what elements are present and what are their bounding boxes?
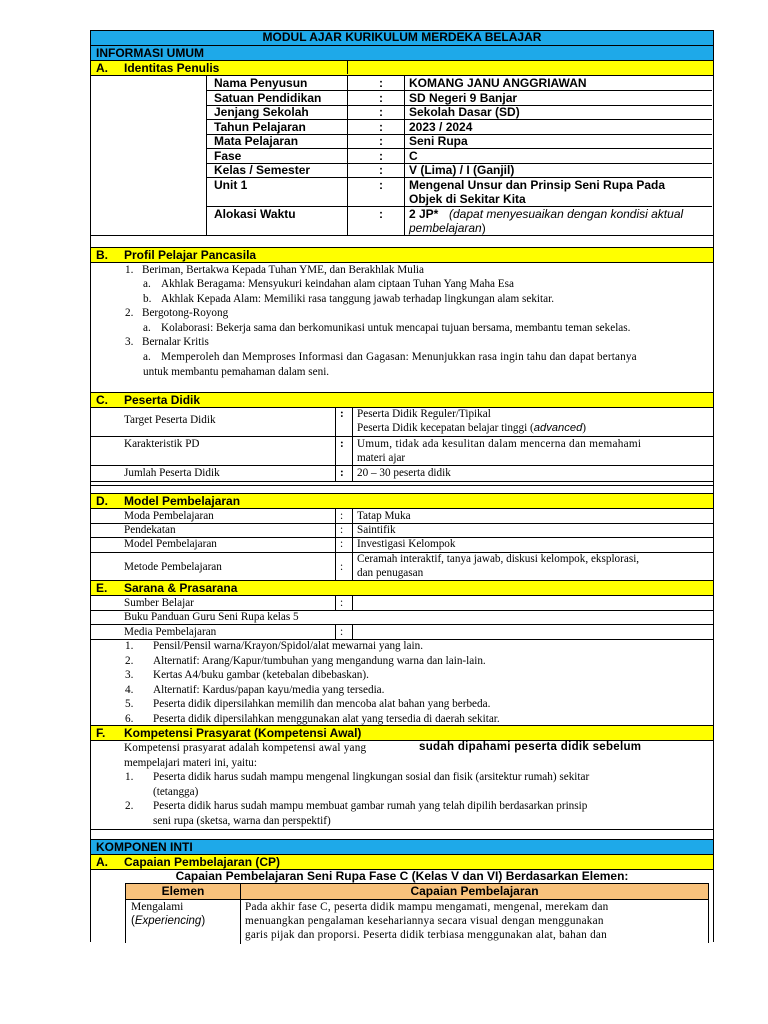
tahun-pelajaran-label: Tahun Pelajaran bbox=[214, 120, 306, 134]
target-value-2b: advanced bbox=[533, 422, 583, 434]
list-num: a. bbox=[143, 278, 151, 290]
kompetensi-section bbox=[91, 740, 713, 829]
divider bbox=[206, 148, 712, 149]
jumlah-label: Jumlah Peserta Didik bbox=[124, 467, 220, 479]
divider bbox=[126, 899, 708, 900]
divider bbox=[91, 436, 713, 437]
section-e-title: Sarana & Prasarana bbox=[124, 581, 238, 595]
list-num: 2. bbox=[125, 655, 134, 667]
nama-penyusun-value: KOMANG JANU ANGGRIAWAN bbox=[409, 76, 587, 90]
section-e-letter: E. bbox=[96, 581, 108, 595]
colon: : bbox=[379, 76, 383, 90]
karakter-value-1: Umum, tidak ada kesulitan dalam mencerna dan memahami bbox=[357, 438, 642, 450]
list-item: Akhlak Kepada Alam: Memiliki rasa tanggung jawab terhadap lingkungan alam sekitar. bbox=[161, 293, 555, 305]
moda-label: Moda Pembelajaran bbox=[124, 510, 214, 522]
modul-ajar-document bbox=[90, 30, 714, 942]
cp-table-header bbox=[126, 884, 708, 899]
cp-text-line3: garis pijak dan proporsi. Peserta didik terbiasa menggunakan alat, bahan dan bbox=[245, 929, 607, 941]
divider bbox=[352, 408, 353, 481]
colon: : bbox=[379, 178, 383, 192]
alokasi-waktu-jp: 2 JP* bbox=[409, 207, 439, 221]
cp-table bbox=[125, 883, 709, 943]
colon: : bbox=[340, 626, 344, 638]
colon: : bbox=[340, 467, 344, 479]
list-item: Alternatif: Arang/Kapur/tumbuhan yang mengandung warna dan lain-lain. bbox=[153, 655, 486, 667]
list-num: a. bbox=[143, 322, 151, 334]
cp-heading-row bbox=[91, 869, 713, 883]
section-f-letter: F. bbox=[96, 726, 106, 740]
divider bbox=[404, 76, 405, 236]
kompetensi-intro-c: mempelajari materi ini, yaitu: bbox=[124, 757, 257, 769]
target-value-2 bbox=[357, 422, 586, 434]
list-num: b. bbox=[143, 293, 152, 305]
kompetensi-intro-a: Kompetensi prasyarat adalah kompetensi awal yang bbox=[124, 742, 367, 754]
list-num: 5. bbox=[125, 698, 134, 710]
divider bbox=[335, 625, 336, 639]
divider bbox=[91, 523, 713, 524]
elemen-experiencing-text: Experiencing bbox=[134, 915, 202, 927]
section-e-bar bbox=[91, 580, 713, 595]
section-a-letter: A. bbox=[96, 61, 108, 75]
paren-close: ) bbox=[201, 915, 206, 927]
target-value-2c: ) bbox=[582, 422, 587, 434]
section-cp-title: Capaian Pembelajaran (CP) bbox=[124, 855, 281, 869]
section-d-letter: D. bbox=[96, 494, 108, 508]
list-item: Peserta didik dipersilahkan memilih dan mencoba alat bahan yang berbeda. bbox=[153, 698, 491, 710]
divider bbox=[91, 829, 713, 830]
divider bbox=[352, 596, 353, 610]
divider bbox=[335, 596, 336, 610]
divider bbox=[91, 624, 713, 625]
list-item: Bergotong-Royong bbox=[142, 307, 229, 319]
section-f-bar bbox=[91, 725, 713, 740]
target-value-1: Peserta Didik Reguler/Tipikal bbox=[357, 408, 491, 420]
list-item: Bernalar Kritis bbox=[142, 336, 209, 348]
list-num: 4. bbox=[125, 684, 134, 696]
karakter-value-2: materi ajar bbox=[357, 452, 406, 464]
colon: : bbox=[379, 120, 383, 134]
paren-open: ( bbox=[131, 915, 135, 927]
divider bbox=[335, 509, 336, 581]
model-value: Investigasi Kelompok bbox=[357, 538, 456, 550]
metode-label: Metode Pembelajaran bbox=[124, 561, 222, 573]
jenjang-sekolah-value: Sekolah Dasar (SD) bbox=[409, 105, 520, 119]
list-num: 1. bbox=[125, 771, 134, 783]
model-label: Model Pembelajaran bbox=[124, 538, 217, 550]
alokasi-waktu-note2 bbox=[409, 221, 486, 235]
komponen-inti-heading: KOMPONEN INTI bbox=[96, 840, 193, 854]
list-item: Kertas A4/buku gambar (ketebalan dibebaskan). bbox=[153, 669, 369, 681]
col-capaian: Capaian Pembelajaran bbox=[410, 884, 539, 898]
divider bbox=[352, 509, 353, 581]
colon: : bbox=[340, 510, 344, 522]
media-label: Media Pembelajaran bbox=[124, 626, 217, 638]
moda-value: Tatap Muka bbox=[357, 510, 411, 522]
colon: : bbox=[340, 538, 344, 550]
colon: : bbox=[340, 597, 344, 609]
list-item: Memperoleh dan Memproses Informasi dan Gagasan: Menunjukkan rasa ingin tahu dan dapat bertanya bbox=[161, 351, 637, 363]
cp-text-line1: Pada akhir fase C, peserta didik mampu mengamati, mengenal, merekam dan bbox=[245, 901, 609, 913]
list-item-cont: (tetangga) bbox=[153, 786, 199, 798]
colon: : bbox=[340, 561, 344, 573]
divider bbox=[91, 235, 713, 236]
model-table bbox=[91, 508, 713, 580]
section-f-title: Kompetensi Prasyarat (Kompetensi Awal) bbox=[124, 726, 362, 740]
sarana-section bbox=[91, 595, 713, 725]
satuan-pendidikan-label: Satuan Pendidikan bbox=[214, 91, 322, 105]
sumber-value: Buku Panduan Guru Seni Rupa kelas 5 bbox=[124, 611, 299, 623]
list-num: a. bbox=[143, 351, 151, 363]
colon: : bbox=[379, 149, 383, 163]
karakter-label: Karakteristik PD bbox=[124, 438, 200, 450]
section-c-letter: C. bbox=[96, 393, 108, 407]
section-a-bar bbox=[91, 60, 713, 75]
kelas-semester-value: V (Lima) / I (Ganjil) bbox=[409, 163, 515, 177]
tahun-pelajaran-value: 2023 / 2024 bbox=[409, 120, 473, 134]
nama-penyusun-label: Nama Penyusun bbox=[214, 76, 308, 90]
list-item: Akhlak Beragama: Mensyukuri keindahan alam ciptaan Tuhan Yang Maha Esa bbox=[161, 278, 514, 290]
divider bbox=[91, 485, 713, 486]
list-num: 1. bbox=[125, 640, 134, 652]
section-cp-bar bbox=[91, 854, 713, 869]
unit-label: Unit 1 bbox=[214, 178, 248, 192]
document-title-bar bbox=[91, 31, 713, 45]
section-b-letter: B. bbox=[96, 248, 108, 262]
section-cp-letter: A. bbox=[96, 855, 108, 869]
divider bbox=[352, 625, 353, 639]
list-item: Pensil/Pensil warna/Krayon/Spidol/alat mewarnai yang lain. bbox=[153, 640, 423, 652]
peserta-table bbox=[91, 407, 713, 485]
colon: : bbox=[379, 91, 383, 105]
list-item: Beriman, Bertakwa Kepada Tuhan YME, dan Berakhlak Mulia bbox=[142, 264, 425, 276]
target-value-2a: Peserta Didik kecepatan belajar tinggi ( bbox=[357, 422, 534, 434]
colon: : bbox=[379, 207, 383, 221]
pendekatan-value: Saintifik bbox=[357, 524, 396, 536]
section-b-title: Profil Pelajar Pancasila bbox=[124, 248, 257, 262]
divider bbox=[347, 61, 348, 74]
section-d-bar bbox=[91, 493, 713, 508]
alokasi-waktu-label: Alokasi Waktu bbox=[214, 207, 296, 221]
list-item-cont: seni rupa (sketsa, warna dan perspektif) bbox=[153, 815, 331, 827]
list-num: 6. bbox=[125, 713, 134, 725]
list-item: Kolaborasi: Bekerja sama dan berkomunikasi untuk mencapai tujuan bersama, membantu teman sekelas. bbox=[161, 322, 631, 334]
section-d-title: Model Pembelajaran bbox=[124, 494, 241, 508]
unit-value-line1: Mengenal Unsur dan Prinsip Seni Rupa Pada bbox=[409, 178, 666, 192]
list-item: Peserta didik harus sudah mampu mengenal lingkungan sosial dan fisik (arsitektur rumah) sekitar bbox=[153, 771, 590, 783]
section-a-title: Identitas Penulis bbox=[124, 61, 220, 75]
divider bbox=[206, 76, 207, 236]
divider bbox=[240, 884, 241, 944]
section-c-bar bbox=[91, 392, 713, 407]
list-num: 1. bbox=[125, 264, 134, 276]
identitas-table bbox=[91, 75, 713, 235]
elemen-mengalami: Mengalami bbox=[131, 901, 184, 913]
list-num: 3. bbox=[125, 669, 134, 681]
profil-list bbox=[91, 262, 713, 392]
sumber-label: Sumber Belajar bbox=[124, 597, 194, 609]
colon: : bbox=[340, 438, 344, 450]
divider bbox=[91, 465, 713, 466]
list-num: 2. bbox=[125, 800, 134, 812]
list-item: Alternatif: Kardus/papan kayu/media yang tersedia. bbox=[153, 684, 385, 696]
mata-pelajaran-value: Seni Rupa bbox=[409, 134, 468, 148]
elemen-experiencing bbox=[131, 915, 205, 927]
list-item-cont: untuk membantu pemahaman dalam seni. bbox=[143, 366, 330, 378]
kompetensi-intro-b: sudah dipahami peserta didik sebelum bbox=[419, 741, 642, 753]
list-item: Peserta didik dipersilahkan menggunakan alat yang tersedia di daerah sekitar. bbox=[153, 713, 500, 725]
section-c-title: Peserta Didik bbox=[124, 393, 201, 407]
list-num: 3. bbox=[125, 336, 134, 348]
fase-label: Fase bbox=[214, 149, 242, 163]
komponen-inti-bar bbox=[91, 839, 713, 854]
divider bbox=[335, 408, 336, 481]
list-num: 2. bbox=[125, 307, 134, 319]
list-item: Peserta didik harus sudah mampu membuat gambar rumah yang telah dipilih berdasarkan prinsip bbox=[153, 800, 588, 812]
mata-pelajaran-label: Mata Pelajaran bbox=[214, 134, 299, 148]
colon: : bbox=[379, 105, 383, 119]
metode-value-1: Ceramah interaktif, tanya jawab, diskusi kelompok, eksplorasi, bbox=[357, 553, 640, 565]
alokasi-waktu-close: ) bbox=[481, 221, 486, 235]
jumlah-value: 20 – 30 peserta didik bbox=[357, 467, 451, 479]
divider bbox=[91, 481, 713, 482]
colon: : bbox=[379, 134, 383, 148]
document-title: MODUL AJAR KURIKULUM MERDEKA BELAJAR bbox=[262, 30, 542, 44]
metode-value-2: dan penugasan bbox=[357, 567, 424, 579]
colon: : bbox=[379, 163, 383, 177]
section-b-bar bbox=[91, 247, 713, 262]
cp-text-line2: menuangkan pengalaman kesehariannya secara visual dengan menggunakan bbox=[245, 915, 604, 927]
col-elemen: Elemen bbox=[161, 884, 205, 898]
alokasi-waktu-note: (dapat menyesuaikan dengan kondisi aktual bbox=[449, 207, 684, 221]
unit-value-line2: Objek di Sekitar Kita bbox=[409, 192, 526, 206]
colon: : bbox=[340, 408, 344, 420]
cp-heading: Capaian Pembelajaran Seni Rupa Fase C (Kelas V dan VI) Berdasarkan Elemen: bbox=[175, 869, 629, 883]
kelas-semester-label: Kelas / Semester bbox=[214, 163, 311, 177]
colon: : bbox=[340, 524, 344, 536]
informasi-umum-bar bbox=[91, 45, 713, 60]
jenjang-sekolah-label: Jenjang Sekolah bbox=[214, 105, 309, 119]
informasi-umum-heading: INFORMASI UMUM bbox=[96, 46, 204, 60]
divider bbox=[347, 76, 348, 236]
fase-value: C bbox=[409, 149, 418, 163]
satuan-pendidikan-value: SD Negeri 9 Banjar bbox=[409, 91, 518, 105]
target-label: Target Peserta Didik bbox=[124, 414, 216, 426]
pendekatan-label: Pendekatan bbox=[124, 524, 176, 536]
alokasi-waktu-note-italic: pembelajaran bbox=[409, 221, 482, 235]
